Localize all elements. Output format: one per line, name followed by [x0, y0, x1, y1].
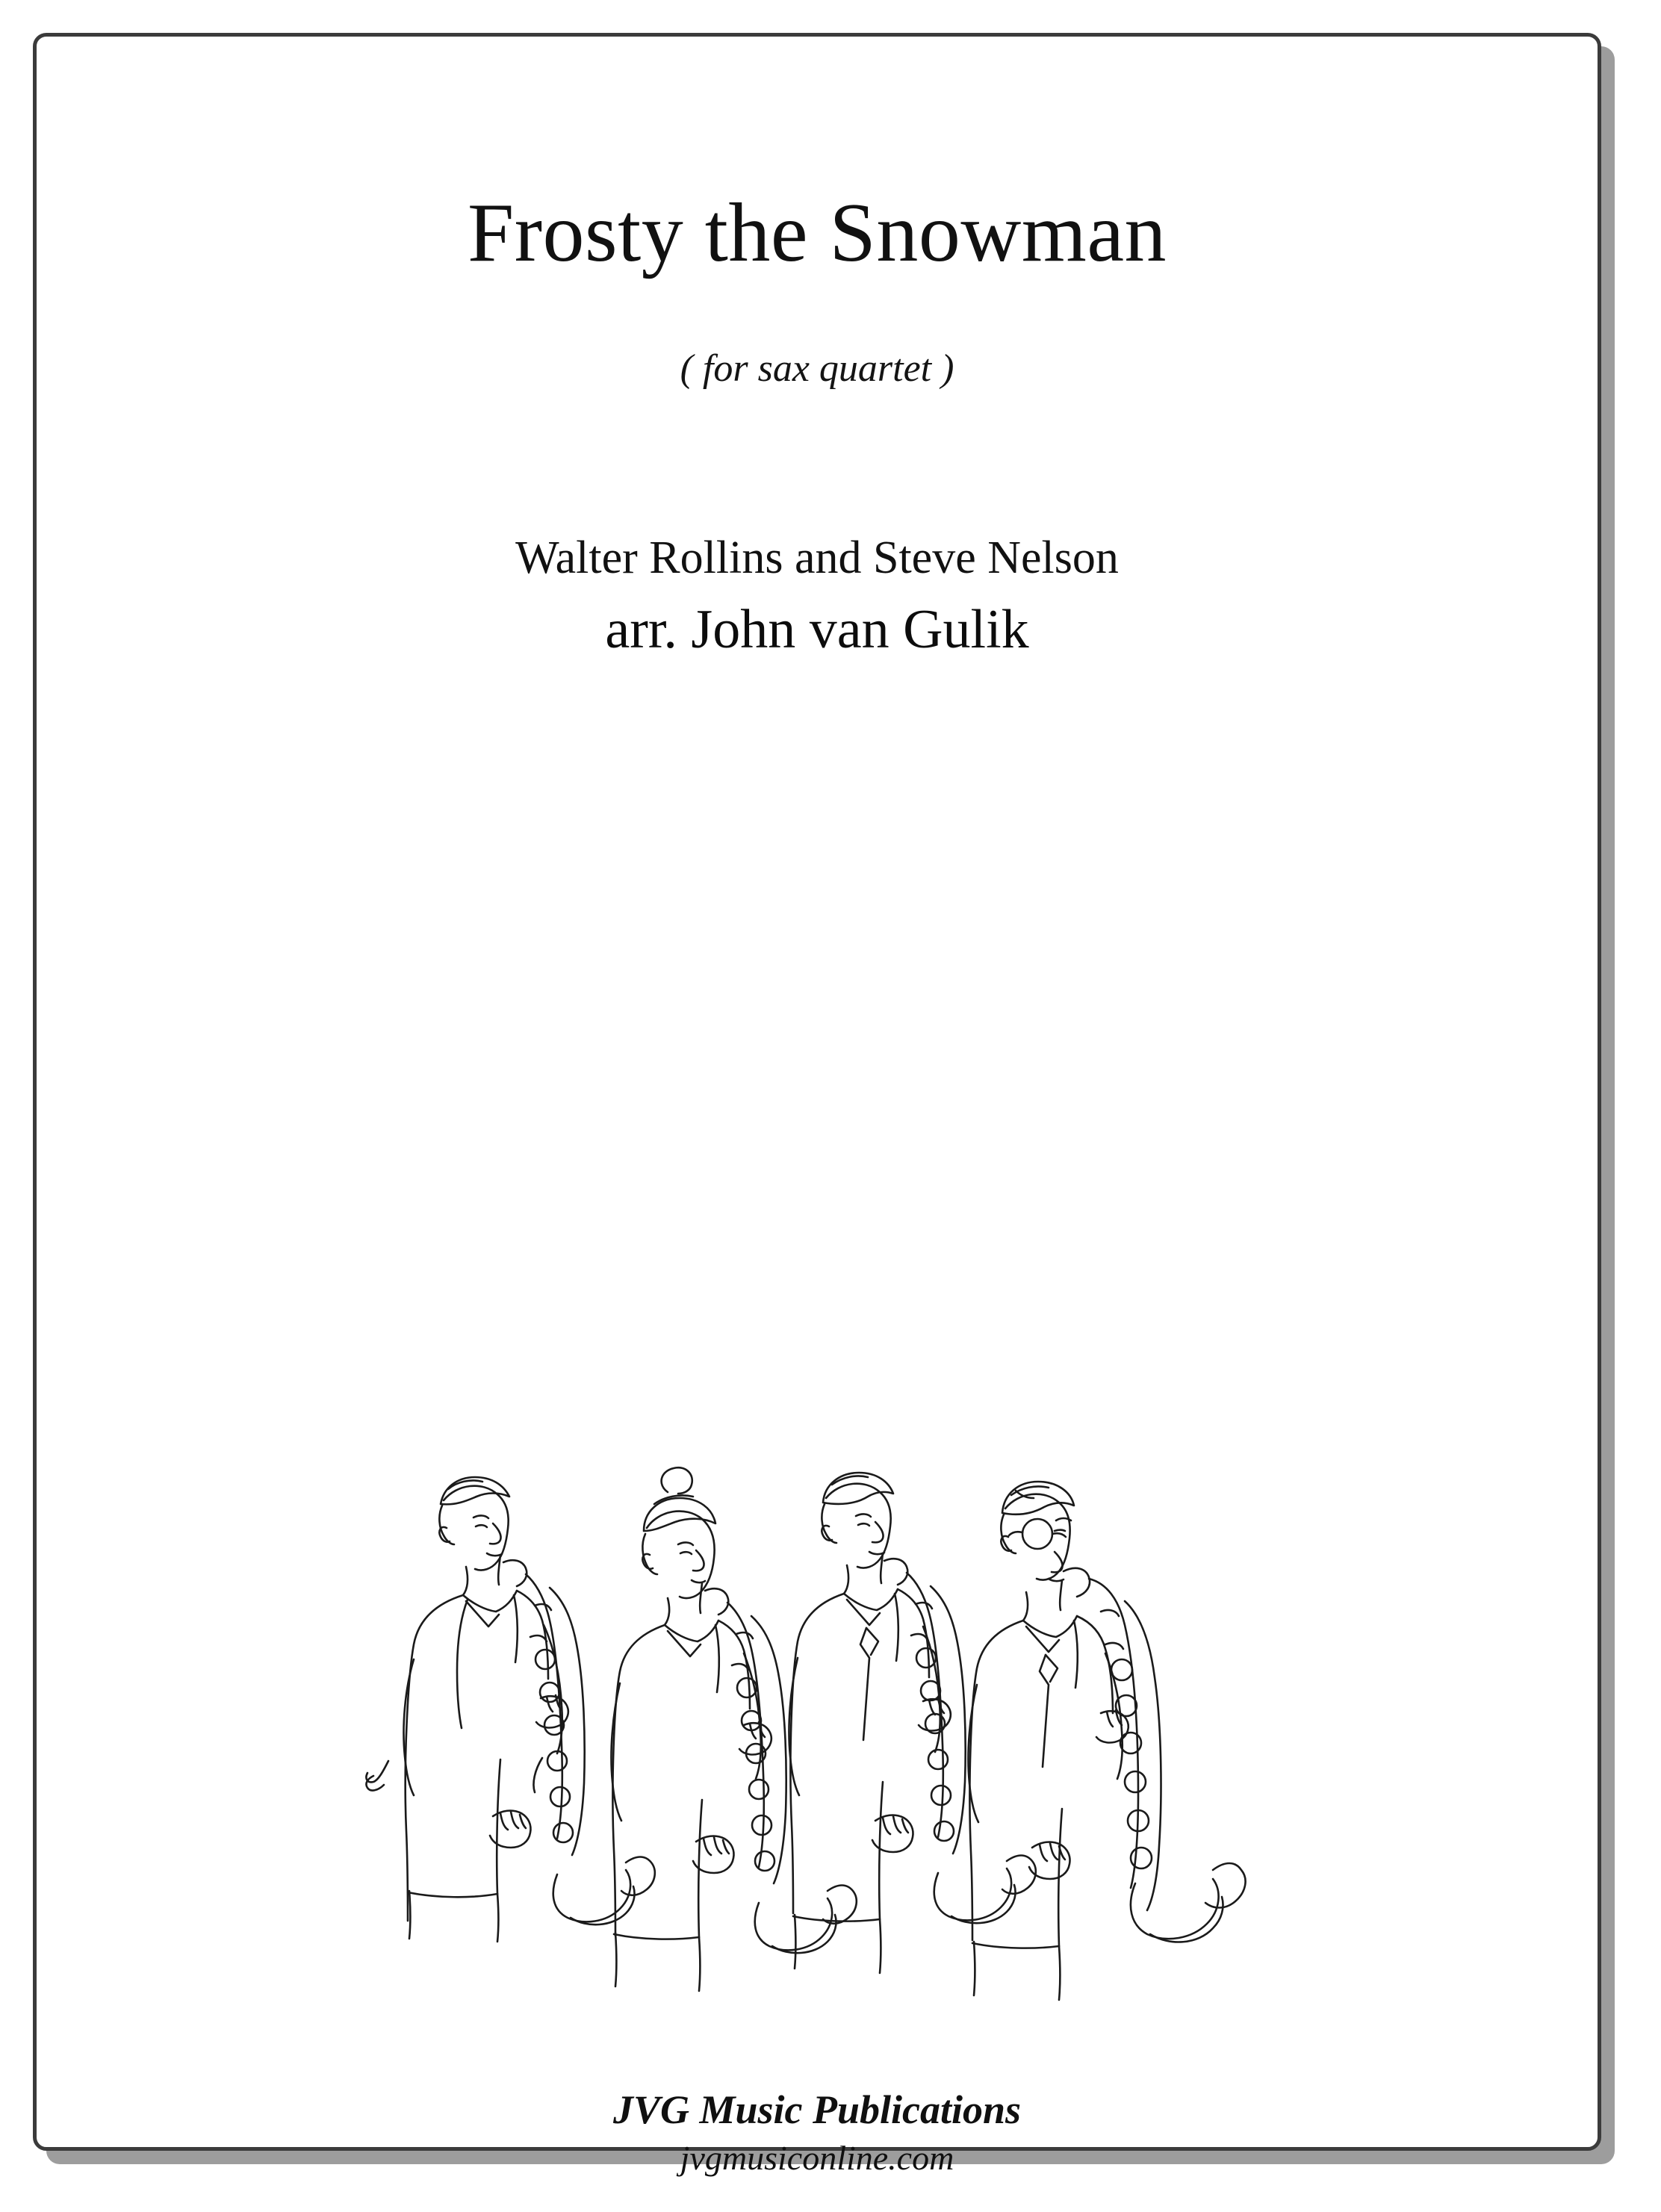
musician-2: [611, 1467, 856, 1991]
page-border: [33, 33, 1601, 2177]
musician-4: [968, 1482, 1245, 2000]
musician-1: [366, 1477, 654, 1942]
musician-3: [789, 1473, 1035, 1973]
composer-credit: Walter Rollins and Steve Nelson: [515, 532, 1119, 583]
page-title: Frosty the Snowman: [467, 187, 1167, 279]
publisher-website[interactable]: jvgmusiconline.com: [680, 2138, 954, 2177]
page-subtitle: ( for sax quartet ): [680, 347, 954, 390]
arranger-credit: arr. John van Gulik: [605, 598, 1029, 660]
sax-quartet-illustration: [354, 1459, 1280, 2057]
page-content: [37, 37, 1598, 2177]
publisher-name: JVG Music Publications: [612, 2087, 1022, 2132]
credits-block: [37, 529, 1598, 665]
publisher-block: [37, 2087, 1598, 2178]
